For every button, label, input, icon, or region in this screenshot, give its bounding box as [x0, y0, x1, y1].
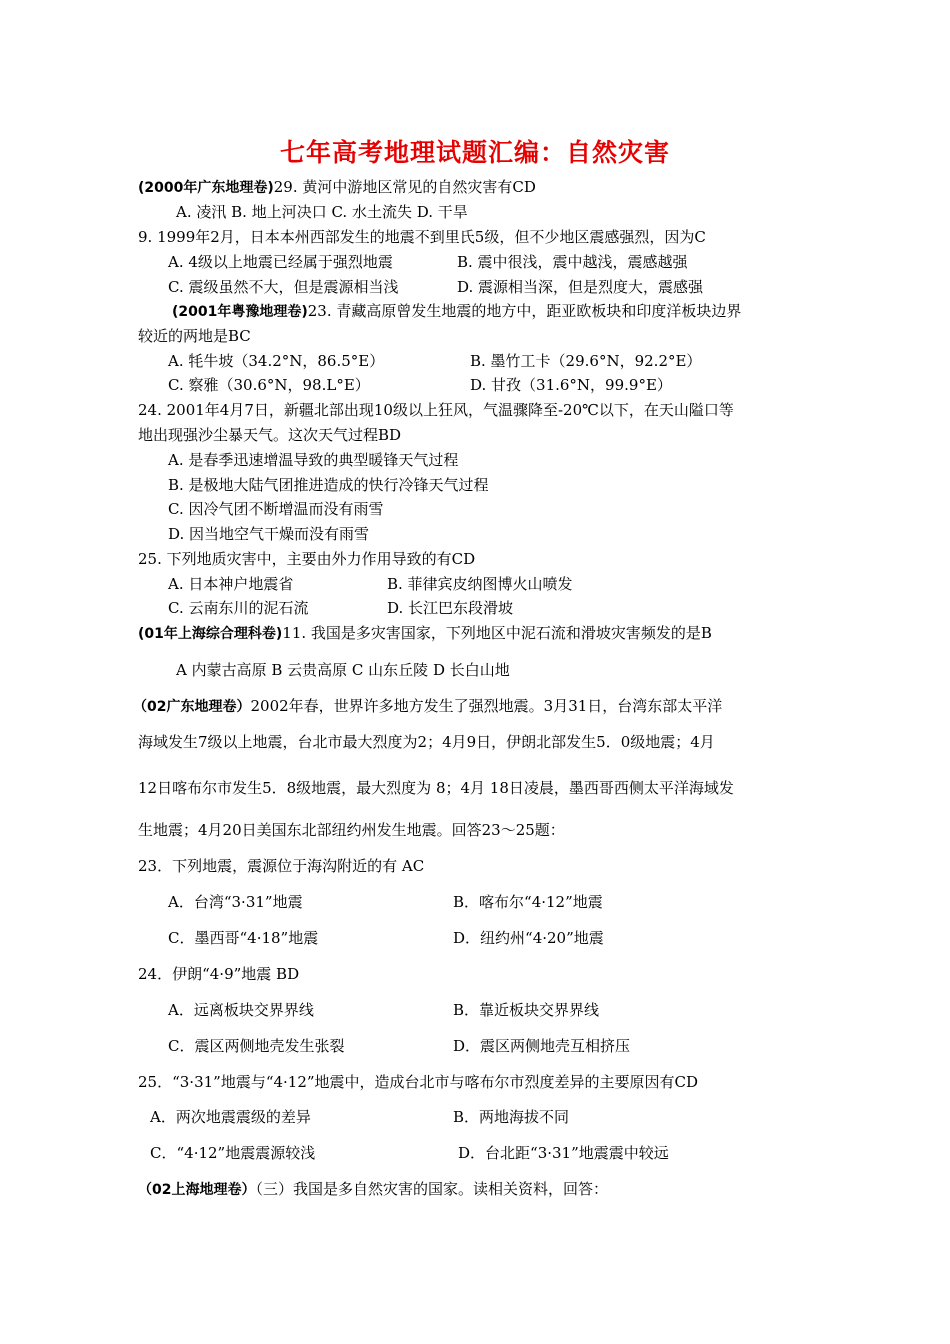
question-text: （三）我国是多自然灾害的国家。读相关资料，回答：: [255, 1180, 608, 1198]
question-line: [138, 623, 712, 644]
options-line: A. 凌汛 B. 地上河决口 C. 水土流失 D. 干旱: [176, 203, 468, 221]
option: C. 云南东川的泥石流: [168, 599, 309, 617]
option: B. 是极地大陆气团推进造成的快行冷锋天气过程: [168, 476, 489, 494]
option: C. 因冷气团不断增温而没有雨雪: [168, 500, 384, 518]
source-label: （02上海地理卷）: [138, 1182, 256, 1198]
question-line: 生地震；4月20日美国东北部纽约州发生地震。回答23～25题：: [138, 821, 565, 839]
option: A. 日本神户地震省: [168, 575, 294, 593]
question-line: [138, 1179, 608, 1200]
option: C．震区两侧地壳发生张裂: [168, 1037, 345, 1055]
source-label: (2000年广东地理卷): [138, 180, 274, 196]
question-line: 25. 下列地质灾害中，主要由外力作用导致的有CD: [138, 550, 476, 568]
question-line: 25．“3·31”地震与“4·12”地震中，造成台北市与喀布尔市烈度差异的主要原因有CD: [138, 1073, 699, 1091]
option: A．两次地震震级的差异: [150, 1108, 311, 1126]
option: D. 因当地空气干燥而没有雨雪: [168, 525, 370, 543]
option: A．远离板块交界界线: [168, 1001, 314, 1019]
question-line: 23．下列地震，震源位于海沟附近的有 AC: [138, 857, 425, 875]
question-text: 23. 青藏高原曾发生地震的地方中，距亚欧板块和印度洋板块边界: [307, 302, 742, 320]
option: D. 甘孜（31.6°N，99.9°E）: [470, 376, 672, 394]
option: D. 震源相当深，但是烈度大，震感强: [457, 278, 704, 296]
question-line: 海域发生7级以上地震，台北市最大烈度为2；4月9日，伊朗北部发生5．0级地震；4月: [138, 733, 715, 751]
question-line: [138, 177, 536, 198]
option: C. 震级虽然不大，但是震源相当浅: [168, 278, 399, 296]
question-line: 较近的两地是BC: [138, 327, 251, 345]
question-line: 12日喀布尔市发生5．8级地震，最大烈度为 8；4月 18日凌晨，墨西哥西侧太平洋海域发: [138, 779, 734, 797]
option: A. 4级以上地震已经属于强烈地震: [168, 253, 393, 271]
question-line: [172, 301, 741, 322]
option: B．两地海拔不同: [453, 1108, 570, 1126]
option: C．“4·12”地震震源较浅: [150, 1144, 316, 1162]
option: D. 长江巴东段滑坡: [387, 599, 514, 617]
question-line: 24. 2001年4月7日，新疆北部出现10级以上狂风，气温骤降至-20℃以下，在天山隘口等: [138, 401, 734, 419]
source-label: (01年上海综合理科卷): [138, 626, 283, 642]
option: B. 震中很浅，震中越浅，震感越强: [457, 253, 688, 271]
option: B．靠近板块交界界线: [453, 1001, 600, 1019]
option: B. 菲律宾皮纳图博火山喷发: [387, 575, 573, 593]
question-line: 24．伊朗“4·9”地震 BD: [138, 965, 300, 983]
question-text: 29. 黄河中游地区常见的自然灾害有CD: [273, 178, 536, 196]
page-title: 七年高考地理试题汇编：自然灾害: [279, 138, 670, 167]
question-line: 9. 1999年2月，日本本州西部发生的地震不到里氏5级，但不少地区震感强烈，因为C: [138, 228, 706, 246]
option: C. 察雅（30.6°N，98.L°E）: [168, 376, 370, 394]
option: A．台湾“3·31”地震: [168, 893, 303, 911]
question-text: 11. 我国是多灾害国家，下列地区中泥石流和滑坡灾害频发的是B: [282, 624, 712, 642]
option: D．震区两侧地壳互相挤压: [453, 1037, 631, 1055]
option: D．台北距“3·31”地震震中较远: [458, 1144, 669, 1162]
option: A. 牦牛坡（34.2°N，86.5°E）: [168, 352, 385, 370]
option: B．喀布尔“4·12”地震: [453, 893, 603, 911]
source-label: （02广东地理卷）: [133, 699, 251, 715]
question-line: [133, 696, 722, 717]
source-label: (2001年粤豫地理卷): [172, 304, 308, 320]
question-line: 地出现强沙尘暴天气。这次天气过程BD: [138, 426, 402, 444]
option: B. 墨竹工卡（29.6°N，92.2°E）: [470, 352, 702, 370]
option: D．纽约州“4·20”地震: [453, 929, 604, 947]
question-text: 2002年春，世界许多地方发生了强烈地震。3月31日，台湾东部太平洋: [250, 697, 723, 715]
option: C．墨西哥“4·18”地震: [168, 929, 319, 947]
option: A. 是春季迅速增温导致的典型暖锋天气过程: [168, 451, 459, 469]
options-line: A 内蒙古高原 B 云贵高原 C 山东丘陵 D 长白山地: [176, 661, 510, 679]
